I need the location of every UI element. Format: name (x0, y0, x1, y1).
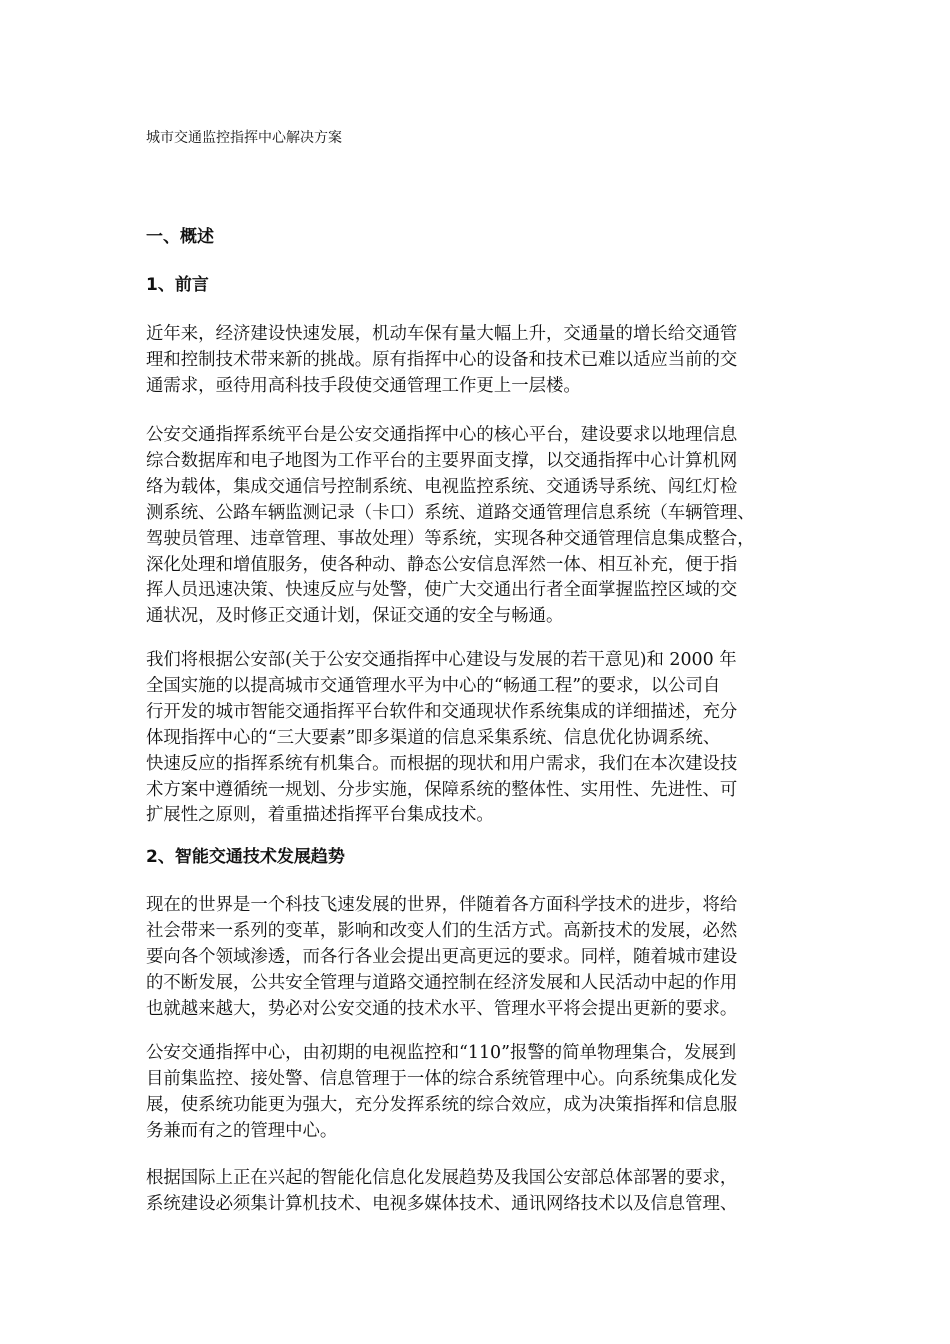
subsection-heading-preface: 1、前言 (146, 275, 209, 295)
paragraph-line: 驾驶员管理、违章管理、事故处理）等系统，实现各种交通管理信息集成整合， (146, 528, 755, 549)
paragraph-line: 通状况，及时修正交通计划，保证交通的安全与畅通。 (146, 606, 564, 627)
paragraph-3 (146, 648, 810, 829)
paragraph-line: 术方案中遵循统一规划、分步实施，保障系统的整体性、实用性、先进性、可 (146, 779, 738, 800)
paragraph-line: 展，使系统功能更为强大，充分发挥系统的综合效应，成为决策指挥和信息服 (146, 1094, 738, 1115)
paragraph-line: 的不断发展，公共安全管理与道路交通控制在经济发展和人民活动中起的作用 (146, 972, 738, 993)
paragraph-line: 全国实施的以提高城市交通管理水平为中心的“畅通工程”的要求，以公司自 (146, 675, 721, 696)
paragraph-line: 挥人员迅速决策、快速反应与处警，使广大交通出行者全面掌握监控区域的交 (146, 580, 738, 601)
paragraph-line: 络为载体，集成交通信号控制系统、电视监控系统、交通诱导系统、闯红灯检 (146, 476, 738, 497)
paragraph-line: 深化处理和增值服务，使各种动、静态公安信息浑然一体、相互补充，便于指 (146, 554, 738, 575)
paragraph-4 (146, 893, 810, 1023)
paragraph-line: 综合数据库和电子地图为工作平台的主要界面支撑，以交通指挥中心计算机网 (146, 450, 738, 471)
paragraph-line: 测系统、公路车辆监测记录（卡口）系统、道路交通管理信息系统（车辆管理、 (146, 502, 755, 523)
subsection-heading-trends: 2、智能交通技术发展趋势 (146, 847, 345, 867)
paragraph-line: 也就越来越大，势必对公安交通的技术水平、管理水平将会提出更新的要求。 (146, 998, 738, 1019)
paragraph-line: 行开发的城市智能交通指挥平台软件和交通现状作系统集成的详细描述，充分 (146, 701, 738, 722)
paragraph-line: 理和控制技术带来新的挑战。原有指挥中心的设备和技术已难以适应当前的交 (146, 349, 738, 370)
paragraph-1 (146, 322, 810, 400)
paragraph-line: 系统建设必须集计算机技术、电视多媒体技术、通讯网络技术以及信息管理、 (146, 1193, 738, 1214)
paragraph-line: 近年来，经济建设快速发展，机动车保有量大幅上升，交通量的增长给交通管 (146, 324, 738, 344)
paragraph-line: 公安交通指挥中心，由初期的电视监控和“110”报警的简单物理集合，发展到 (146, 1043, 737, 1063)
paragraph-line: 通需求，亟待用高科技手段使交通管理工作更上一层楼。 (146, 375, 581, 396)
paragraph-line: 务兼而有之的管理中心。 (146, 1120, 338, 1141)
paragraph-line: 现在的世界是一个科技飞速发展的世界，伴随着各方面科学技术的进步，将给 (146, 895, 738, 915)
paragraph-line: 社会带来一系列的变革，影响和改变人们的生活方式。高新技术的发展，必然 (146, 920, 738, 941)
document-title: 城市交通监控指挥中心解决方案 (146, 130, 342, 146)
section-heading-overview: 一、概述 (146, 227, 214, 247)
paragraph-line: 要向各个领域渗透，而各行各业会提出更高更远的要求。同样，随着城市建设 (146, 946, 738, 967)
paragraph-5 (146, 1041, 810, 1145)
paragraph-2 (146, 423, 810, 630)
paragraph-line: 快速反应的指挥系统有机集合。而根据的现状和用户需求，我们在本次建设技 (146, 753, 738, 774)
paragraph-line: 体现指挥中心的“三大要素”即多渠道的信息采集系统、信息优化协调系统、 (146, 727, 721, 748)
paragraph-line: 扩展性之原则，着重描述指挥平台集成技术。 (146, 805, 494, 826)
paragraph-6 (146, 1166, 810, 1218)
paragraph-line: 目前集监控、接处警、信息管理于一体的综合系统管理中心。向系统集成化发 (146, 1068, 738, 1089)
paragraph-line: 我们将根据公安部(关于公安交通指挥中心建设与发展的若干意见)和 2000 年 (146, 650, 737, 670)
paragraph-line: 公安交通指挥系统平台是公安交通指挥中心的核心平台，建设要求以地理信息 (146, 425, 738, 445)
paragraph-line: 根据国际上正在兴起的智能化信息化发展趋势及我国公安部总体部署的要求， (146, 1168, 738, 1188)
